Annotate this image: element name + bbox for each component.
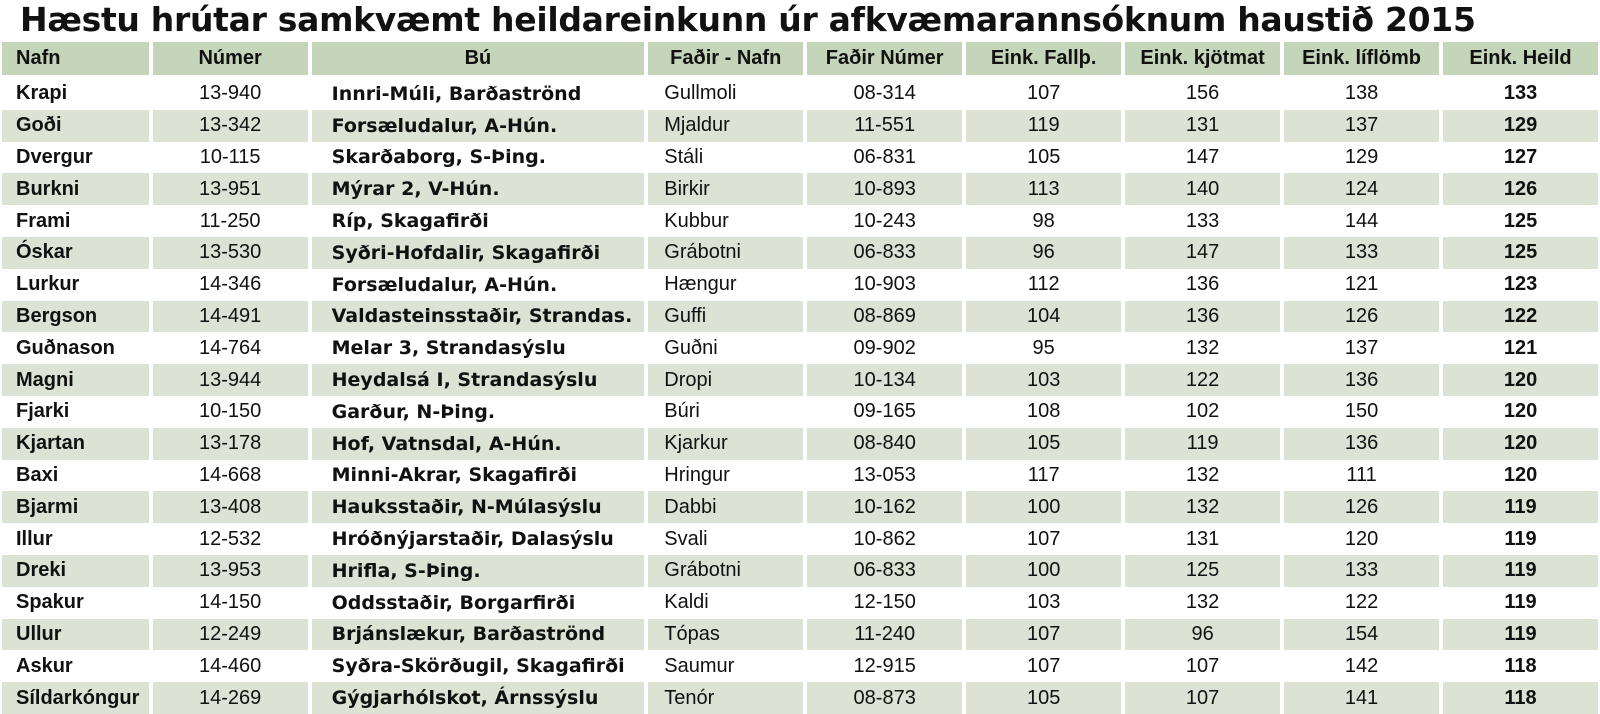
- table-row: [2, 460, 1598, 492]
- cell-eink-liflomb: 142: [1344, 654, 1379, 677]
- cell-nafn: Dreki: [2, 555, 149, 587]
- cell-nafn: Frami: [16, 209, 71, 232]
- cell-eink-heild: 123: [1503, 273, 1538, 296]
- cell-eink-heild: 119: [1504, 527, 1537, 550]
- cell-numer: 12-249: [153, 619, 308, 651]
- cell-eink-liflomb: 138: [1344, 82, 1379, 105]
- cell-eink-heild: 126: [1443, 173, 1598, 205]
- cell-eink-kjotmat: 122: [1125, 364, 1280, 396]
- table-row: [2, 205, 1598, 237]
- cell-eink-heild: 121: [1503, 336, 1538, 359]
- cell-numer: 14-150: [199, 591, 262, 614]
- cell-fadir-nafn: Gullmoli: [664, 82, 737, 105]
- cell-fadir-nafn: Grábotni: [648, 237, 803, 269]
- column-header-eink-fallth[interactable]: Eink. Fallþ.: [966, 42, 1121, 78]
- cell-fadir-nafn: Mjaldur: [648, 110, 803, 142]
- cell-numer: 13-953: [153, 555, 308, 587]
- table-row: [2, 682, 1598, 714]
- cell-eink-liflomb: 150: [1344, 400, 1379, 423]
- cell-eink-heild: 120: [1443, 364, 1598, 396]
- cell-bu: Hauksstaðir, N-Múlasýslu: [312, 491, 645, 523]
- cell-eink-kjotmat: 140: [1125, 173, 1280, 205]
- cell-eink-liflomb: 124: [1284, 173, 1439, 205]
- cell-eink-liflomb: 136: [1284, 364, 1439, 396]
- cell-eink-kjotmat: 107: [1185, 654, 1220, 677]
- cell-eink-kjotmat: 136: [1125, 301, 1280, 333]
- cell-eink-kjotmat: 156: [1185, 82, 1220, 105]
- cell-fadir-nafn: Hringur: [664, 463, 730, 486]
- cell-fadir-numer: 06-833: [807, 237, 962, 269]
- cell-fadir-numer: 10-893: [807, 173, 962, 205]
- table-row: [2, 555, 1598, 587]
- page-title: Hæstu hrútar samkvæmt heildareinkunn úr afkvæmarannsóknum haustið 2015: [20, 0, 1476, 39]
- cell-eink-fallth: 105: [966, 682, 1121, 714]
- cell-fadir-numer: 10-862: [853, 527, 916, 550]
- cell-numer: 13-342: [153, 110, 308, 142]
- table-row: [2, 269, 1598, 301]
- cell-eink-liflomb: 133: [1284, 237, 1439, 269]
- cell-nafn: Illur: [16, 527, 53, 550]
- cell-nafn: Ullur: [2, 619, 149, 651]
- table-row: [2, 587, 1598, 619]
- cell-fadir-numer: 08-869: [807, 301, 962, 333]
- cell-eink-liflomb: 133: [1284, 555, 1439, 587]
- cell-fadir-nafn: Guffi: [648, 301, 803, 333]
- cell-eink-liflomb: 126: [1284, 491, 1439, 523]
- cell-eink-fallth: 107: [1026, 527, 1061, 550]
- cell-bu: Syðra-Skörðugil, Skagafirði: [331, 655, 625, 678]
- cell-eink-heild: 125: [1503, 209, 1538, 232]
- cell-fadir-numer: 08-873: [807, 682, 962, 714]
- cell-fadir-nafn: Kjarkur: [648, 428, 803, 460]
- cell-eink-liflomb: 144: [1344, 209, 1379, 232]
- cell-fadir-nafn: Svali: [664, 527, 708, 550]
- cell-fadir-nafn: Kaldi: [664, 591, 709, 614]
- cell-nafn: Bergson: [2, 301, 149, 333]
- column-header-eink-heild[interactable]: Eink. Heild: [1443, 42, 1598, 78]
- cell-fadir-numer: 11-240: [807, 619, 962, 651]
- cell-bu: Oddsstaðir, Borgarfirði: [331, 591, 576, 614]
- cell-eink-heild: 120: [1503, 463, 1538, 486]
- cell-eink-kjotmat: 125: [1125, 555, 1280, 587]
- table-header-row: [2, 42, 1598, 78]
- cell-fadir-numer: 13-053: [853, 463, 916, 486]
- cell-nafn: Spakur: [16, 591, 84, 614]
- cell-eink-liflomb: 154: [1284, 619, 1439, 651]
- table-row: [2, 332, 1598, 364]
- cell-nafn: Bjarmi: [2, 491, 149, 523]
- cell-eink-fallth: 103: [1026, 591, 1061, 614]
- cell-bu: Brjánslækur, Barðaströnd: [312, 619, 645, 651]
- cell-fadir-nafn: Dropi: [648, 364, 803, 396]
- cell-numer: 13-951: [153, 173, 308, 205]
- cell-bu: Melar 3, Strandasýslu: [331, 337, 566, 360]
- cell-bu: Forsæludalur, A-Hún.: [312, 110, 645, 142]
- cell-eink-heild: 120: [1443, 428, 1598, 460]
- column-header-fadir-nafn[interactable]: Faðir - Nafn: [648, 42, 803, 78]
- cell-eink-liflomb: 141: [1284, 682, 1439, 714]
- cell-eink-liflomb: 122: [1344, 591, 1379, 614]
- cell-numer: 14-491: [153, 301, 308, 333]
- cell-fadir-numer: 09-165: [853, 400, 916, 423]
- cell-eink-fallth: 95: [1032, 336, 1055, 359]
- cell-numer: 14-460: [199, 654, 262, 677]
- cell-bu: Skarðaborg, S-Þing.: [331, 146, 546, 169]
- column-header-numer[interactable]: Númer: [153, 42, 308, 78]
- cell-fadir-numer: 12-915: [853, 654, 916, 677]
- column-header-eink-liflomb[interactable]: Eink. líflömb: [1284, 42, 1439, 78]
- cell-eink-fallth: 103: [966, 364, 1121, 396]
- cell-nafn: Óskar: [2, 237, 149, 269]
- cell-eink-heild: 118: [1504, 654, 1537, 677]
- cell-eink-fallth: 107: [966, 619, 1121, 651]
- cell-eink-heild: 133: [1503, 82, 1538, 105]
- column-header-nafn[interactable]: Nafn: [2, 42, 149, 78]
- cell-eink-heild: 122: [1443, 301, 1598, 333]
- cell-bu: Ríp, Skagafirði: [331, 210, 489, 233]
- cell-eink-heild: 129: [1443, 110, 1598, 142]
- cell-eink-kjotmat: 119: [1125, 428, 1280, 460]
- cell-eink-fallth: 105: [966, 428, 1121, 460]
- cell-eink-kjotmat: 133: [1185, 209, 1220, 232]
- cell-nafn: Lurkur: [16, 273, 80, 296]
- cell-nafn: Krapi: [16, 82, 68, 105]
- cell-numer: 12-532: [199, 527, 262, 550]
- cell-eink-kjotmat: 131: [1125, 110, 1280, 142]
- cell-bu: Hrifla, S-Þing.: [312, 555, 645, 587]
- cell-nafn: Síldarkóngur: [2, 682, 149, 714]
- cell-fadir-nafn: Kubbur: [664, 209, 729, 232]
- cell-fadir-numer: 09-902: [853, 336, 916, 359]
- table-row: [2, 78, 1598, 110]
- table-row: [2, 428, 1598, 460]
- cell-fadir-nafn: Birkir: [648, 173, 803, 205]
- cell-bu: Gýgjarhólskot, Árnssýslu: [312, 682, 645, 714]
- cell-eink-heild: 119: [1504, 591, 1537, 614]
- cell-fadir-numer: 10-134: [807, 364, 962, 396]
- cell-eink-heild: 118: [1443, 682, 1598, 714]
- cell-numer: 13-408: [153, 491, 308, 523]
- table-row: [2, 619, 1598, 651]
- cell-fadir-numer: 06-833: [807, 555, 962, 587]
- cell-eink-fallth: 105: [1026, 145, 1061, 168]
- cell-eink-fallth: 96: [966, 237, 1121, 269]
- cell-eink-fallth: 100: [966, 555, 1121, 587]
- cell-nafn: Dvergur: [16, 145, 93, 168]
- table-row: [2, 142, 1598, 174]
- cell-eink-liflomb: 137: [1284, 110, 1439, 142]
- cell-eink-heild: 120: [1503, 400, 1538, 423]
- cell-fadir-numer: 08-840: [807, 428, 962, 460]
- cell-fadir-nafn: Grábotni: [648, 555, 803, 587]
- cell-fadir-nafn: Búri: [664, 400, 700, 423]
- table-row: [2, 523, 1598, 555]
- cell-eink-heild: 119: [1443, 555, 1598, 587]
- cell-eink-kjotmat: 147: [1185, 145, 1220, 168]
- cell-eink-kjotmat: 132: [1185, 463, 1220, 486]
- cell-numer: 14-269: [153, 682, 308, 714]
- cell-fadir-nafn: Tópas: [648, 619, 803, 651]
- cell-nafn: Baxi: [16, 463, 59, 486]
- cell-fadir-numer: 10-243: [853, 209, 916, 232]
- cell-bu: Garður, N-Þing.: [331, 400, 496, 423]
- column-header-bu[interactable]: Bú: [312, 42, 645, 78]
- cell-numer: 14-668: [199, 463, 262, 486]
- cell-numer: 13-530: [153, 237, 308, 269]
- table-row: [2, 491, 1598, 523]
- cell-eink-heild: 125: [1443, 237, 1598, 269]
- cell-bu: Hof, Vatnsdal, A-Hún.: [312, 428, 645, 460]
- cell-nafn: Fjarki: [16, 400, 70, 423]
- cell-fadir-nafn: Saumur: [664, 654, 735, 677]
- cell-eink-fallth: 117: [1027, 463, 1060, 486]
- cell-numer: 13-178: [153, 428, 308, 460]
- cell-fadir-numer: 11-551: [807, 110, 962, 142]
- cell-numer: 13-944: [153, 364, 308, 396]
- cell-nafn: Kjartan: [2, 428, 149, 460]
- cell-bu: Innri-Múli, Barðaströnd: [331, 82, 582, 105]
- cell-bu: Valdasteinsstaðir, Strandas.: [312, 301, 645, 333]
- table-row: [2, 110, 1598, 142]
- cell-eink-fallth: 104: [966, 301, 1121, 333]
- cell-fadir-nafn: Tenór: [648, 682, 803, 714]
- cell-eink-fallth: 98: [1032, 209, 1055, 232]
- cell-eink-fallth: 108: [1026, 400, 1061, 423]
- cell-eink-kjotmat: 132: [1125, 491, 1280, 523]
- cell-eink-liflomb: 111: [1346, 463, 1377, 486]
- cell-nafn: Goði: [2, 110, 149, 142]
- cell-eink-liflomb: 136: [1284, 428, 1439, 460]
- cell-fadir-numer: 10-903: [853, 273, 916, 296]
- cell-eink-heild: 127: [1503, 145, 1538, 168]
- cell-nafn: Magni: [2, 364, 149, 396]
- cell-fadir-numer: 08-314: [853, 82, 916, 105]
- cell-eink-fallth: 119: [966, 110, 1121, 142]
- cell-eink-kjotmat: 136: [1185, 273, 1220, 296]
- cell-fadir-numer: 06-831: [853, 145, 916, 168]
- cell-bu: Hróðnýjarstaðir, Dalasýslu: [331, 528, 614, 551]
- cell-eink-fallth: 107: [1026, 82, 1061, 105]
- cell-numer: 14-346: [199, 273, 262, 296]
- cell-numer: 14-764: [199, 336, 262, 359]
- cell-eink-kjotmat: 96: [1125, 619, 1280, 651]
- cell-bu: Heydalsá I, Strandasýslu: [312, 364, 645, 396]
- column-header-eink-kjotmat[interactable]: Eink. kjötmat: [1125, 42, 1280, 78]
- cell-nafn: Askur: [16, 654, 73, 677]
- cell-eink-liflomb: 137: [1344, 336, 1379, 359]
- cell-bu: Forsæludalur, A-Hún.: [331, 273, 558, 296]
- cell-bu: Syðri-Hofdalir, Skagafirði: [312, 237, 645, 269]
- cell-eink-fallth: 113: [966, 173, 1121, 205]
- cell-eink-fallth: 107: [1026, 654, 1061, 677]
- cell-fadir-nafn: Hængur: [664, 273, 737, 296]
- cell-numer: 10-150: [199, 400, 262, 423]
- cell-eink-liflomb: 120: [1344, 527, 1379, 550]
- table-row: [2, 301, 1598, 333]
- cell-numer: 13-940: [199, 82, 262, 105]
- cell-fadir-nafn: Stáli: [664, 145, 704, 168]
- cell-fadir-nafn: Guðni: [664, 336, 718, 359]
- cell-eink-fallth: 112: [1027, 273, 1060, 296]
- cell-bu: Mýrar 2, V-Hún.: [312, 173, 645, 205]
- table-row: [2, 364, 1598, 396]
- rams-table: [0, 42, 1600, 714]
- cell-eink-kjotmat: 107: [1125, 682, 1280, 714]
- table-row: [2, 237, 1598, 269]
- cell-eink-kjotmat: 102: [1185, 400, 1220, 423]
- table-row: [2, 650, 1598, 682]
- cell-eink-liflomb: 121: [1344, 273, 1379, 296]
- table-row: [2, 173, 1598, 205]
- cell-fadir-numer: 10-162: [807, 491, 962, 523]
- cell-eink-heild: 119: [1443, 619, 1598, 651]
- cell-bu: Minni-Akrar, Skagafirði: [331, 464, 578, 487]
- table-row: [2, 396, 1598, 428]
- cell-eink-liflomb: 126: [1284, 301, 1439, 333]
- cell-eink-kjotmat: 131: [1185, 527, 1220, 550]
- cell-eink-kjotmat: 132: [1185, 591, 1220, 614]
- cell-eink-kjotmat: 132: [1185, 336, 1220, 359]
- cell-numer: 10-115: [199, 145, 261, 168]
- column-header-fadir-numer[interactable]: Faðir Númer: [807, 42, 962, 78]
- cell-fadir-nafn: Dabbi: [648, 491, 803, 523]
- cell-nafn: Guðnason: [16, 336, 115, 359]
- cell-eink-kjotmat: 147: [1125, 237, 1280, 269]
- cell-eink-liflomb: 129: [1344, 145, 1379, 168]
- cell-nafn: Burkni: [2, 173, 149, 205]
- cell-eink-fallth: 100: [966, 491, 1121, 523]
- cell-numer: 11-250: [199, 209, 261, 232]
- cell-fadir-numer: 12-150: [853, 591, 916, 614]
- cell-eink-heild: 119: [1443, 491, 1598, 523]
